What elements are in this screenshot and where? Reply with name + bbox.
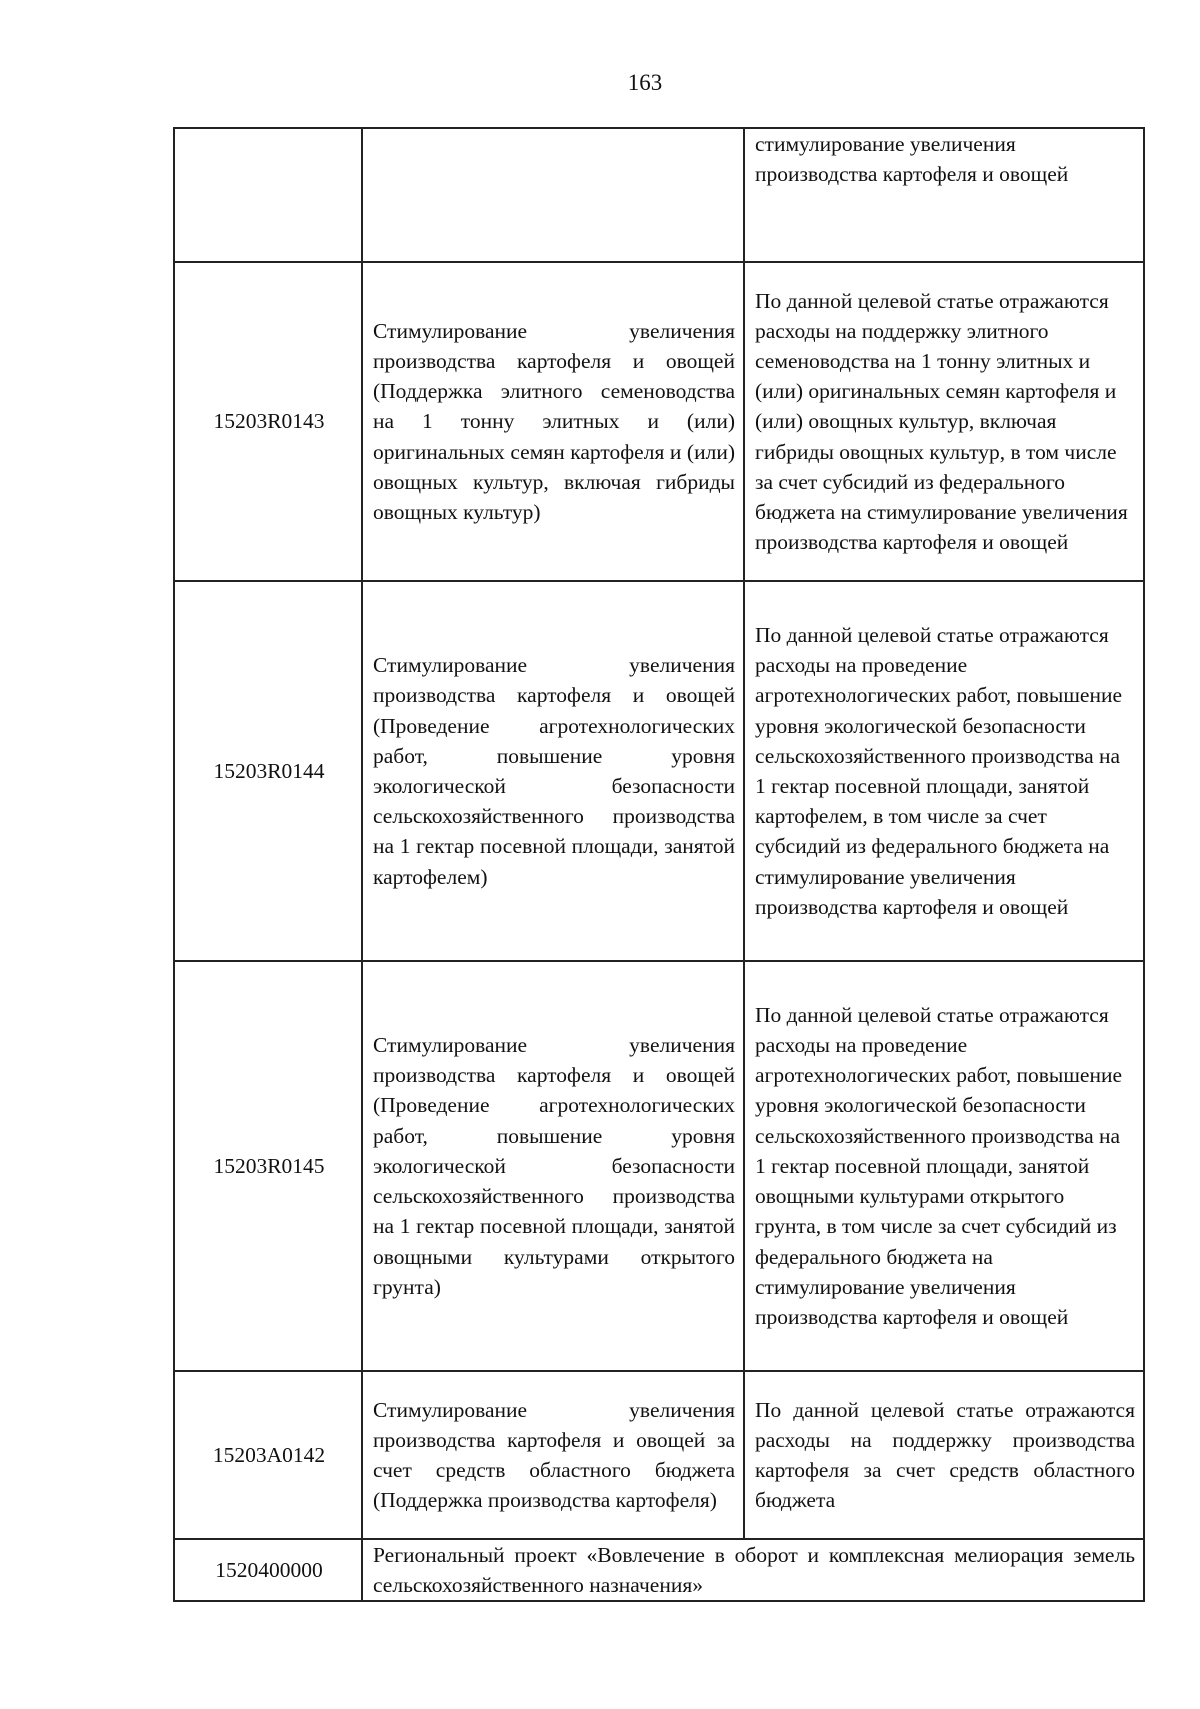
budget-classification-table <box>173 127 1145 1602</box>
code-cell <box>174 128 362 262</box>
table-row <box>174 262 1144 581</box>
description-cell: По данной целевой статье отражаются расходы на проведение агротехнологических работ, повышение уровня экологической безопасности сельскохозяйственного производства на 1 гектар посевной площади, занятой картофелем, в том числе за счет субсидий из федерального бюджета на стимулирование увеличения производства картофеля и овощей <box>744 581 1144 961</box>
name-cell: Стимулирование увеличения производства картофеля и овощей за счет средств областного бюджета (Поддержка производства картофеля) <box>362 1371 744 1539</box>
description-cell: стимулирование увеличения производства картофеля и овощей <box>744 128 1144 262</box>
table-row <box>174 581 1144 961</box>
code-cell: 15203R0144 <box>174 581 362 961</box>
page-number: 163 <box>627 70 663 95</box>
description-cell: По данной целевой статье отражаются расходы на поддержку производства картофеля за счет средств областного бюджета <box>744 1371 1144 1539</box>
table-row <box>174 961 1144 1371</box>
code-cell: 15203R0145 <box>174 961 362 1371</box>
name-cell <box>362 128 744 262</box>
description-cell: По данной целевой статье отражаются расходы на проведение агротехнологических работ, повышение уровня экологической безопасности сельскохозяйственного производства на 1 гектар посевной площади, занятой овощными культурами открытого грунта, в том числе за счет субсидий из федерального бюджета на стимулирование увеличения производства картофеля и овощей <box>744 961 1144 1371</box>
table-row <box>174 128 1144 262</box>
code-cell: 15203A0142 <box>174 1371 362 1539</box>
name-cell: Стимулирование увеличения производства картофеля и овощей (Поддержка элитного семеноводства на 1 тонну элитных и (или) оригинальных семян картофеля и (или) овощных культур, включая гибриды овощных культур) <box>362 262 744 581</box>
description-cell: По данной целевой статье отражаются расходы на поддержку элитного семеноводства на 1 тонну элитных и (или) оригинальных семян картофеля и (или) овощных культур, включая гибриды овощных культур, в том числе за счет субсидий из федерального бюджета на стимулирование увеличения производства картофеля и овощей <box>744 262 1144 581</box>
name-cell: Стимулирование увеличения производства картофеля и овощей (Проведение агротехнологических работ, повышение уровня экологической безопасности сельскохозяйственного производства на 1 гектар посевной площади, занятой овощными культурами открытого грунта) <box>362 961 744 1371</box>
code-cell: 1520400000 <box>174 1539 362 1601</box>
table-row <box>174 1371 1144 1539</box>
name-cell: Стимулирование увеличения производства картофеля и овощей (Проведение агротехнологических работ, повышение уровня экологической безопасности сельскохозяйственного производства на 1 гектар посевной площади, занятой картофелем) <box>362 581 744 961</box>
table-row <box>174 1539 1144 1601</box>
regional-project-cell: Региональный проект «Вовлечение в оборот и комплексная мелиорация земель сельскохозяйственного назначения» <box>362 1539 1144 1601</box>
code-cell: 15203R0143 <box>174 262 362 581</box>
